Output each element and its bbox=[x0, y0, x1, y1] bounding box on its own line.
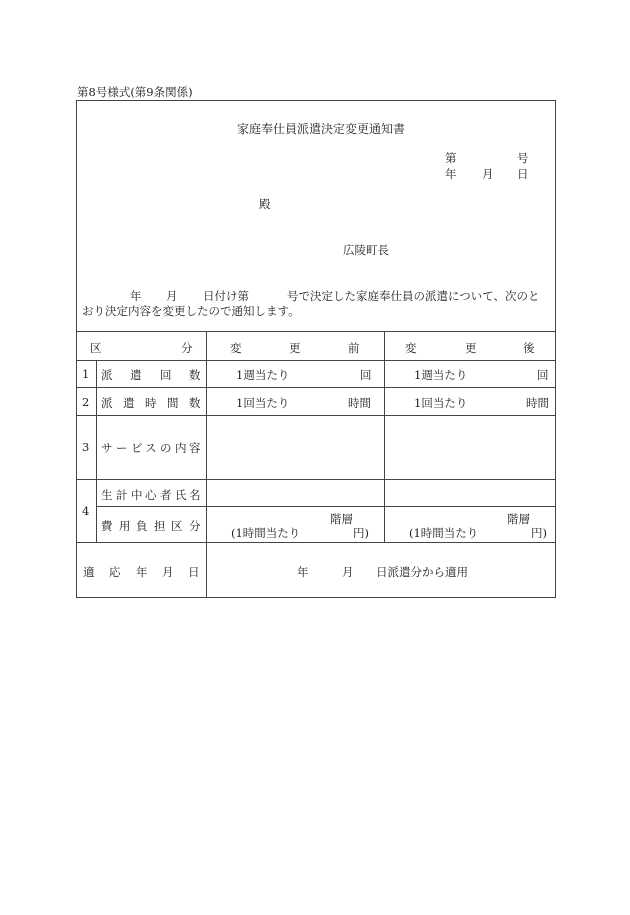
row2-label-4: 間 bbox=[167, 396, 179, 410]
rule-row1-top bbox=[76, 360, 556, 361]
row2-after-prefix: 1回当たり bbox=[414, 396, 468, 410]
rule-row4-top bbox=[76, 479, 556, 480]
row4-sub1-label-1: 生 bbox=[101, 488, 113, 502]
row2-label-3: 時 bbox=[145, 396, 157, 410]
row3-no: 3 bbox=[82, 440, 90, 454]
row3-label-1: サ bbox=[101, 441, 113, 455]
rule-apply-top bbox=[76, 542, 556, 543]
apply-label-3: 年 bbox=[136, 565, 148, 579]
header-category-1: 区 bbox=[90, 341, 102, 355]
header-after-2: 更 bbox=[465, 341, 477, 355]
rule-row3-top bbox=[76, 415, 556, 416]
row4-before-tier: 階層 bbox=[330, 512, 353, 526]
row4-sub2-label-3: 負 bbox=[136, 519, 148, 533]
rule-after-col bbox=[384, 331, 385, 542]
row1-after-unit: 回 bbox=[537, 368, 549, 382]
row3-label-5: の bbox=[160, 441, 172, 455]
row4-sub2-label-6: 分 bbox=[189, 519, 201, 533]
row1-before-prefix: 1週当たり bbox=[236, 368, 290, 382]
date-year: 年 bbox=[445, 167, 457, 181]
row1-label-3: 回 bbox=[160, 368, 172, 382]
reference-go: 号 bbox=[517, 151, 529, 165]
issuer: 広陵町長 bbox=[343, 243, 389, 257]
row1-after-prefix: 1週当たり bbox=[414, 368, 468, 382]
apply-month: 月 bbox=[342, 565, 354, 579]
body-dated: 日付け第 bbox=[203, 289, 249, 303]
row2-after-unit: 時間 bbox=[526, 396, 549, 410]
row4-sub2-label-4: 担 bbox=[154, 519, 166, 533]
rule-no-col bbox=[96, 360, 97, 542]
row2-label-5: 数 bbox=[189, 396, 201, 410]
row3-label-2: ー bbox=[116, 441, 128, 455]
header-before-1: 変 bbox=[230, 341, 242, 355]
row4-sub2-label-5: 区 bbox=[171, 519, 183, 533]
row4-after-hourly-close: 円) bbox=[531, 526, 547, 540]
rule-before-col bbox=[206, 331, 207, 598]
row4-sub1-label-5: 者 bbox=[160, 488, 172, 502]
date-month: 月 bbox=[482, 167, 494, 181]
header-before-3: 前 bbox=[348, 341, 360, 355]
header-after-1: 変 bbox=[405, 341, 417, 355]
apply-label-5: 日 bbox=[188, 565, 200, 579]
apply-label-4: 月 bbox=[162, 565, 174, 579]
row4-no: 4 bbox=[82, 504, 90, 518]
row3-label-3: ビ bbox=[131, 441, 143, 455]
row3-label-4: ス bbox=[145, 441, 157, 455]
body-year: 年 bbox=[130, 289, 142, 303]
rule-table-top bbox=[76, 331, 556, 332]
row4-after-hourly-open: (1時間当たり bbox=[409, 526, 479, 540]
row1-no: 1 bbox=[82, 367, 90, 381]
row1-label-4: 数 bbox=[189, 368, 201, 382]
row4-before-hourly-close: 円) bbox=[353, 526, 369, 540]
row2-before-unit: 時間 bbox=[348, 396, 371, 410]
body-line2: おり決定内容を変更したので通知します。 bbox=[82, 304, 300, 318]
addressee-suffix: 殿 bbox=[259, 197, 271, 211]
row2-label-1: 派 bbox=[101, 396, 113, 410]
header-before-2: 更 bbox=[289, 341, 301, 355]
body-month: 月 bbox=[166, 289, 178, 303]
row4-before-hourly-open: (1時間当たり bbox=[231, 526, 301, 540]
apply-label-1: 適 bbox=[83, 565, 95, 579]
row4-sub2-label-1: 費 bbox=[101, 519, 113, 533]
row4-sub2-label-2: 用 bbox=[119, 519, 131, 533]
apply-label-2: 応 bbox=[109, 565, 121, 579]
form-number: 第8号様式(第9条関係) bbox=[77, 85, 193, 99]
row1-label-1: 派 bbox=[101, 368, 113, 382]
row1-before-unit: 回 bbox=[360, 368, 372, 382]
row2-no: 2 bbox=[82, 395, 90, 409]
row4-after-tier: 階層 bbox=[507, 512, 530, 526]
row2-label-2: 遣 bbox=[123, 396, 135, 410]
rule-row2-top bbox=[76, 387, 556, 388]
row3-label-7: 容 bbox=[189, 441, 201, 455]
apply-year: 年 bbox=[297, 565, 309, 579]
row4-sub1-label-4: 心 bbox=[145, 488, 157, 502]
rule-row4-mid bbox=[96, 506, 556, 507]
reference-dai: 第 bbox=[445, 151, 457, 165]
header-category-2: 分 bbox=[181, 341, 193, 355]
row2-before-prefix: 1回当たり bbox=[236, 396, 290, 410]
document-title: 家庭奉仕員派遣決定変更通知書 bbox=[237, 122, 406, 136]
header-after-3: 後 bbox=[523, 341, 535, 355]
row4-sub1-label-3: 中 bbox=[131, 488, 143, 502]
row1-label-2: 遣 bbox=[130, 368, 142, 382]
row4-sub1-label-7: 名 bbox=[189, 488, 201, 502]
body-line1-text: 号で決定した家庭奉仕員の派遣について、次のと bbox=[287, 289, 540, 303]
row4-sub1-label-6: 氏 bbox=[175, 488, 187, 502]
apply-text: 日派遣分から適用 bbox=[376, 565, 468, 579]
date-day: 日 bbox=[517, 167, 529, 181]
row4-sub1-label-2: 計 bbox=[116, 488, 128, 502]
row3-label-6: 内 bbox=[175, 441, 187, 455]
